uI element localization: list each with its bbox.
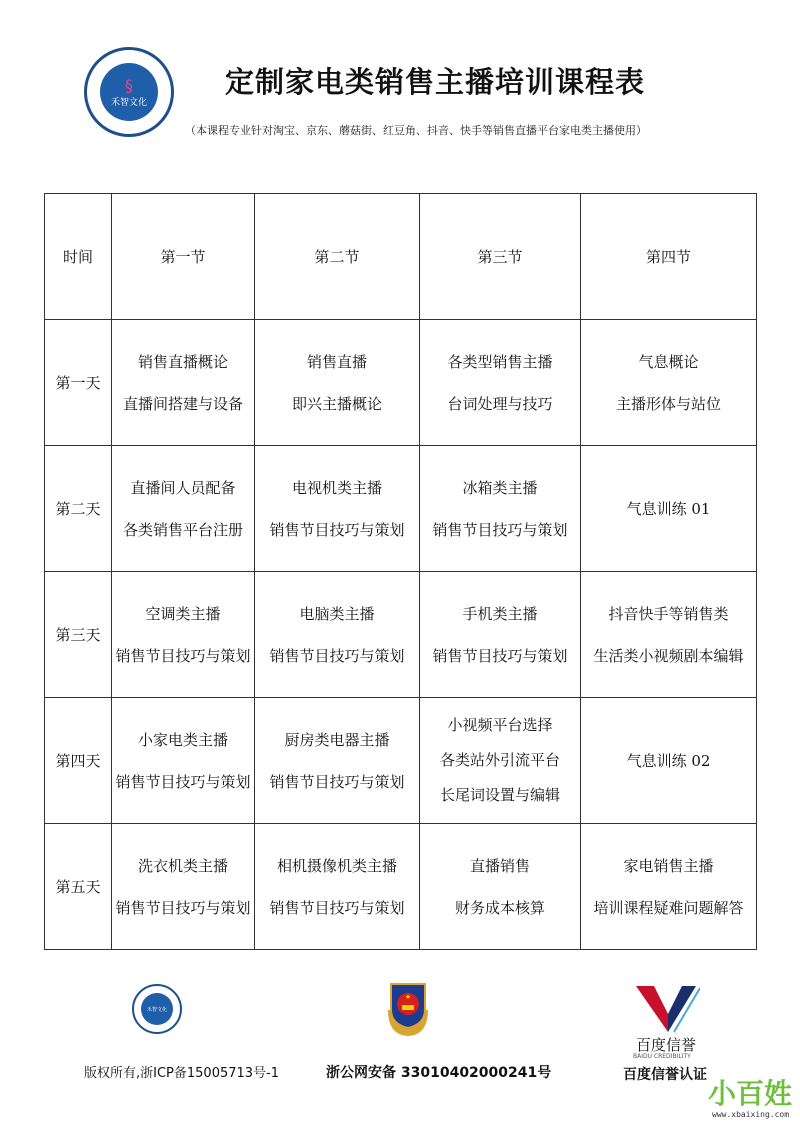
- header-session-3: 第三节: [420, 194, 581, 320]
- course-line: 气息训练 02: [626, 751, 711, 770]
- header-session-4: 第四节: [581, 194, 757, 320]
- course-line: 气息概论: [638, 352, 699, 371]
- baidu-certification: 百度信誉认证: [623, 1067, 707, 1083]
- course-line: 手机类主播: [462, 604, 538, 623]
- baidu-logo-text: 百度信誉: [636, 1036, 697, 1054]
- course-cell: [420, 446, 581, 572]
- course-line: 销售直播概论: [137, 352, 228, 371]
- course-line: 长尾词设置与编辑: [439, 786, 560, 804]
- course-line: 各类销售平台注册: [122, 520, 243, 539]
- course-schedule-table: [44, 193, 757, 950]
- course-cell: [581, 320, 757, 446]
- course-line: 即兴主播概论: [291, 394, 382, 413]
- course-line: 销售节目技巧与策划: [269, 898, 405, 917]
- course-line: 直播销售: [469, 856, 530, 875]
- day-cell: 第三天: [45, 572, 112, 698]
- course-line: 冰箱类主播: [462, 478, 538, 497]
- course-cell: [581, 446, 757, 572]
- course-line: 培训课程疑难问题解答: [593, 898, 744, 917]
- course-line: 生活类小视频剧本编辑: [593, 646, 744, 665]
- header-time: 时间: [45, 194, 112, 320]
- logo-swirl-icon: §: [125, 76, 133, 95]
- course-line: 家电销售主播: [623, 856, 714, 875]
- header-session-2: 第二节: [255, 194, 420, 320]
- course-line: 销售节目技巧与策划: [115, 898, 251, 917]
- course-line: 小家电类主播: [137, 730, 228, 749]
- course-cell: [255, 698, 420, 824]
- course-line: 气息训练 01: [626, 499, 711, 518]
- course-cell: [112, 824, 255, 950]
- course-line: 销售节目技巧与策划: [115, 646, 251, 665]
- header-session-1: 第一节: [112, 194, 255, 320]
- table-header-row: [45, 194, 757, 320]
- course-line: 销售节目技巧与策划: [269, 646, 405, 665]
- svg-text:★: ★: [404, 993, 412, 1001]
- logo-label: 禾智文化: [110, 98, 147, 108]
- course-line: 相机摄像机类主播: [276, 856, 397, 875]
- watermark-logo: 小百姓: [708, 1077, 793, 1110]
- police-record: 浙公网安备 33010402000241号: [326, 1065, 552, 1081]
- course-line: 销售节目技巧与策划: [269, 520, 405, 539]
- course-line: 主播形体与站位: [615, 394, 721, 413]
- watermark-url: www.xbaixing.com: [712, 1110, 790, 1119]
- course-line: 各类站外引流平台: [439, 751, 560, 769]
- table-row: [45, 446, 757, 572]
- course-line: 财务成本核算: [454, 898, 545, 917]
- course-cell: [112, 320, 255, 446]
- course-cell: [420, 698, 581, 824]
- table-row: [45, 572, 757, 698]
- course-line: 电脑类主播: [299, 604, 375, 623]
- course-cell: [255, 572, 420, 698]
- course-line: 电视机类主播: [291, 478, 382, 497]
- course-line: 抖音快手等销售类: [608, 604, 729, 623]
- course-cell: [581, 698, 757, 824]
- icp-license: 版权所有,浙ICP备15005713号-1: [84, 1066, 280, 1081]
- day-cell: 第四天: [45, 698, 112, 824]
- day-cell: 第五天: [45, 824, 112, 950]
- footer-company-logo: 禾智文化: [132, 984, 182, 1034]
- course-line: 空调类主播: [145, 604, 221, 623]
- course-cell: [255, 446, 420, 572]
- course-line: 销售节目技巧与策划: [432, 646, 568, 665]
- company-logo: [84, 47, 174, 137]
- course-line: 销售节目技巧与策划: [432, 520, 568, 539]
- course-line: 厨房类电器主播: [284, 730, 390, 749]
- course-line: 洗衣机类主播: [137, 856, 228, 875]
- police-emblem-icon: [383, 980, 433, 1038]
- course-cell: [420, 320, 581, 446]
- course-line: 各类型销售主播: [447, 352, 553, 371]
- baidu-logo-subtext: BAIDU CREDIBILITY: [633, 1053, 691, 1060]
- course-line: 销售节目技巧与策划: [115, 772, 251, 791]
- course-line: 台词处理与技巧: [447, 394, 553, 413]
- course-line: 小视频平台选择: [447, 716, 553, 734]
- course-line: 销售节目技巧与策划: [269, 772, 405, 791]
- course-cell: [581, 572, 757, 698]
- course-cell: [112, 446, 255, 572]
- day-cell: 第一天: [45, 320, 112, 446]
- day-cell: 第二天: [45, 446, 112, 572]
- course-line: 销售直播: [306, 352, 367, 371]
- table-row: [45, 698, 757, 824]
- page-title: 定制家电类销售主播培训课程表: [225, 65, 646, 99]
- course-cell: [255, 320, 420, 446]
- page-subtitle: （本课程专业针对淘宝、京东、蘑菇街、红豆角、抖音、快手等销售直播平台家电类主播使用）: [185, 124, 647, 137]
- course-cell: [420, 572, 581, 698]
- course-cell: [420, 824, 581, 950]
- course-cell: [112, 572, 255, 698]
- table-row: [45, 824, 757, 950]
- table-row: [45, 320, 757, 446]
- course-cell: [581, 824, 757, 950]
- baidu-credibility-logo-icon: [636, 986, 700, 1034]
- course-line: 直播间搭建与设备: [122, 394, 243, 413]
- course-cell: [112, 698, 255, 824]
- course-cell: [255, 824, 420, 950]
- course-line: 直播间人员配备: [130, 478, 236, 497]
